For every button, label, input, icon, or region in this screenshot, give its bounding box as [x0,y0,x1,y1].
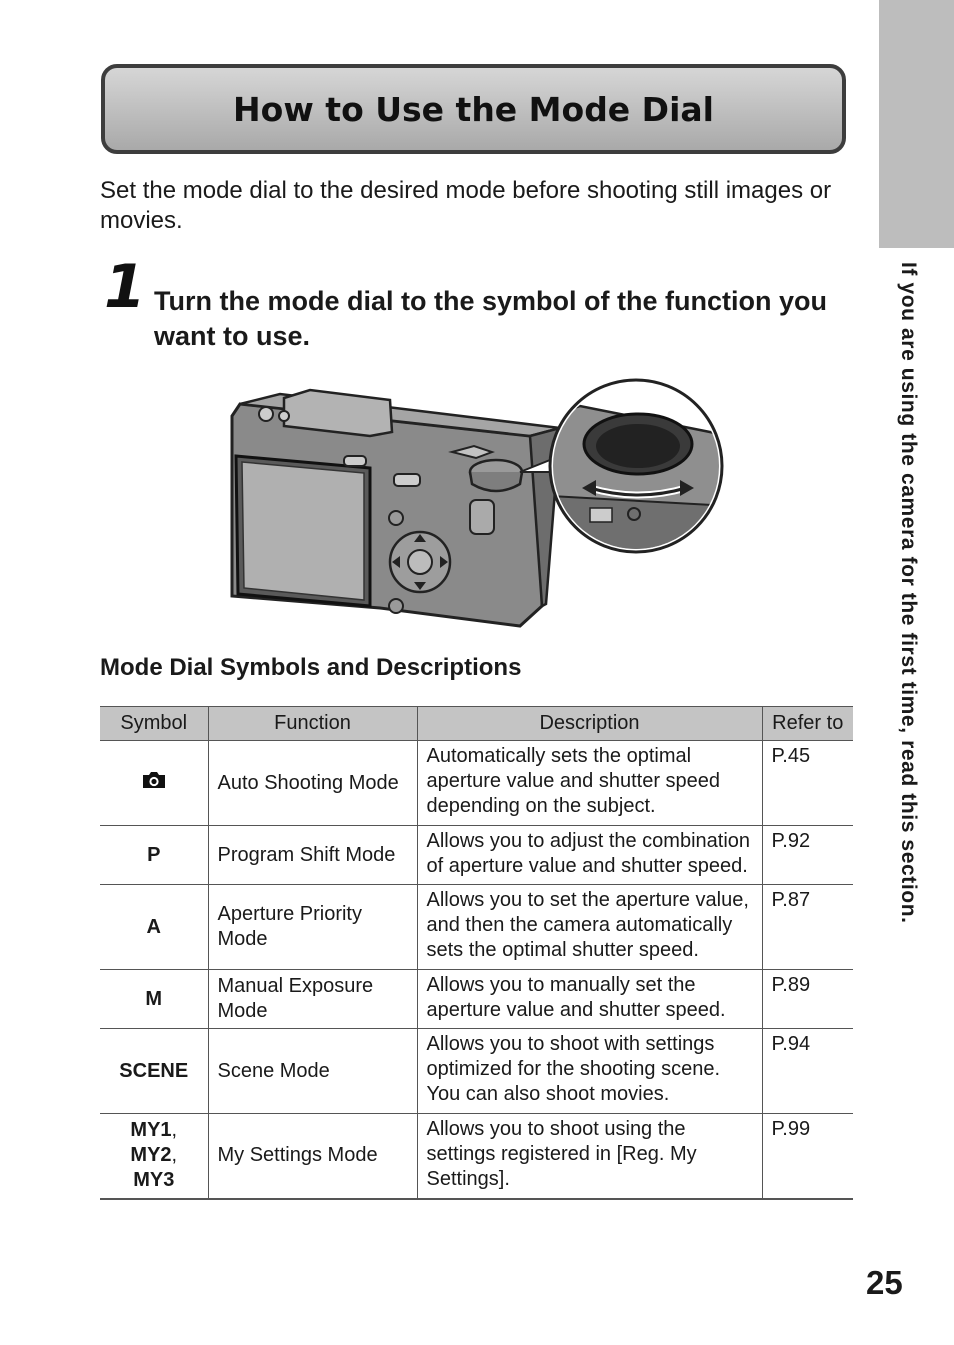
header-refer: Refer to [762,707,853,741]
table-header-row [100,707,853,741]
mode-dial-table [100,706,853,1200]
refer-cell: P.45 [762,741,853,826]
refer-cell: P.89 [762,970,853,1029]
symbol-separator: , [171,1144,178,1167]
symbol-cell [100,741,208,826]
step-text: Turn the mode dial to the symbol of the function you want to use. [154,286,827,351]
table-row [100,970,853,1029]
symbol-my3: MY3 [133,1169,175,1192]
symbol-my2: MY2 [130,1144,172,1167]
header-function: Function [208,707,417,741]
header-symbol: Symbol [100,707,208,741]
function-cell: Scene Mode [208,1029,417,1114]
function-cell: Auto Shooting Mode [208,741,417,826]
symbol-cell [100,1114,208,1199]
title-box [101,64,846,154]
description-cell: Allows you to set the aperture value, and then the camera automatically sets the optimal shutter speed. [417,885,762,970]
description-cell: Automatically sets the optimal aperture value and shutter speed depending on the subject. [417,741,762,826]
table-row [100,826,853,885]
camera-illustration [220,376,730,638]
symbol-cell: A [100,885,208,970]
section-tab [879,0,954,248]
description-cell: Allows you to shoot with settings optimized for the shooting scene. You can also shoot movies. [417,1029,762,1114]
table-row [100,1029,853,1114]
function-cell: Aperture Priority Mode [208,885,417,970]
section-title: Mode Dial Symbols and Descriptions [100,654,522,681]
symbol-separator: , [171,1119,178,1142]
description-cell: Allows you to adjust the combination of aperture value and shutter speed. [417,826,762,885]
header-description: Description [417,707,762,741]
function-cell: Manual Exposure Mode [208,970,417,1029]
symbol-cell: SCENE [100,1029,208,1114]
description-cell: Allows you to manually set the aperture value and shutter speed. [417,970,762,1029]
refer-cell: P.99 [762,1114,853,1199]
table-row [100,741,853,826]
page-title: How to Use the Mode Dial [233,89,714,129]
refer-cell: P.94 [762,1029,853,1114]
function-cell: My Settings Mode [208,1114,417,1199]
camera-icon [141,770,167,790]
page-number: 25 [866,1264,903,1301]
refer-cell: P.87 [762,885,853,970]
table-row [100,885,853,970]
description-cell: Allows you to shoot using the settings registered in [Reg. My Settings]. [417,1114,762,1199]
refer-cell: P.92 [762,826,853,885]
step-number: 1 [104,252,146,322]
symbol-my1: MY1 [130,1119,172,1142]
symbol-cell: M [100,970,208,1029]
symbol-cell: P [100,826,208,885]
table-row [100,1114,853,1199]
function-cell: Program Shift Mode [208,826,417,885]
intro-text: Set the mode dial to the desired mode before shooting still images or movies. [100,177,832,234]
section-tab-label: If you are using the camera for the first time, read this section. [897,262,920,924]
